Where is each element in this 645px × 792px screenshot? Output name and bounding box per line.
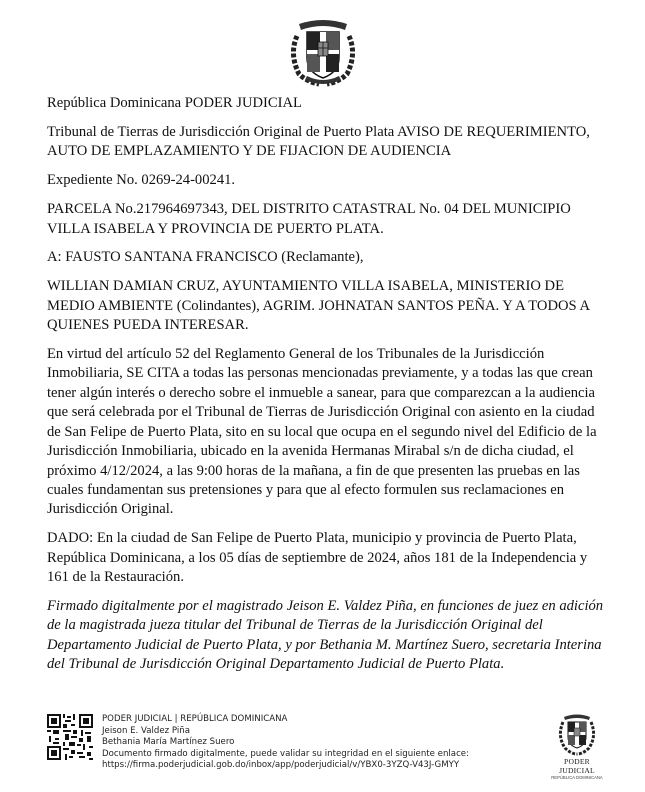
qr-code-icon[interactable] xyxy=(47,714,93,760)
signer-judge: Jeison E. Valdez Piña xyxy=(102,725,190,736)
seal-sublabel: REPÚBLICA DOMINICANA xyxy=(551,775,603,780)
signer-secretary: Bethania María Martínez Suero xyxy=(102,737,235,748)
case-number: Expediente No. 0269-24-00241. xyxy=(47,172,236,189)
document-body xyxy=(47,94,607,684)
notice-title: Tribunal de Tierras de Jurisdicción Original de Puerto Plata AVISO DE REQUERIMIENTO, AUTO DE EMPLAZAMIENTO Y DE FIJACION DE AUDIENCIA xyxy=(47,123,590,160)
validation-link[interactable]: https://firma.poderjudicial.gob.do/inbox/app/poderjudicial/v/YBX0-3YZQ-V43J-GMYY xyxy=(102,760,460,771)
coat-of-arms-small-icon xyxy=(555,712,599,756)
dated-paragraph: DADO: En la ciudad de San Felipe de Puerto Plata, municipio y provincia de Puerto Plata, República Dominicana, a los 05 días de septiembre de 2024, años 181 de la Independencia y 161 de la Restauración. xyxy=(47,530,588,586)
seal-label: PODER JUDICIAL xyxy=(559,757,595,775)
parcel-description: PARCELA No.217964697343, DEL DISTRITO CATASTRAL No. 04 DEL MUNICIPIO VILLA ISABELA Y PROVINCIA DE PUERTO PLATA. xyxy=(47,201,571,237)
validation-note: Documento firmado digitalmente, puede validar su integridad en el siguiente enlace: xyxy=(102,748,469,759)
footer-seal xyxy=(547,712,607,782)
issuer-line: República Dominicana PODER JUDICIAL xyxy=(47,95,302,111)
claimant-line: A: FAUSTO SANTANA FRANCISCO (Reclamante), xyxy=(47,249,364,266)
coat-of-arms-icon xyxy=(283,14,363,88)
citation-paragraph: En virtud del artículo 52 del Reglamento General de los Tribunales de la Jurisdicción Inmobiliaria, SE CITA a todas las personas mencionadas previamente, y a todas las que crean tener algún interés o derecho sobre el inmueble a sanear, para que comparezcan a la audiencia que será celebrada por el Tribunal de Tierras de Jurisdicción Original con asiento en la ciudad de San Felipe de Puerto Plata, sito en su local que ocupa en el segundo nivel del Edificio de la Jurisdicción Inmobiliaria, ubicado en la avenida Hermanas Mirabal s/n de dicha ciudad, el próximo 4/12/2024, a las 9:00 horas de la mañana, a fin de que presenten las pruebas en las cuales fundamentan sus pretensiones y para que al efecto formulen sus reclamaciones en Jurisdicción Original. xyxy=(47,346,597,518)
signature-paragraph: Firmado digitalmente por el magistrado Jeison E. Valdez Piña, en funciones de juez en adición de la magistrada jueza titular del Tribunal de Tierras de la Jurisdicción Original del Departamento Judicial de Puerto Plata, y por Bethania M. Martínez Suero, secretaria Interina del Tribunal de Jurisdicción Original Departamento Judicial de Puerto Plata. xyxy=(47,597,604,673)
signature-details xyxy=(102,714,522,772)
neighbors-line: WILLIAN DAMIAN CRUZ, AYUNTAMIENTO VILLA ISABELA, MINISTERIO DE MEDIO AMBIENTE (Colindantes), AGRIM. JOHNATAN SANTOS PEÑA. Y A TODOS A QUIENES PUEDA INTERESAR. xyxy=(47,278,590,334)
footer xyxy=(47,712,607,782)
issuer-footer: PODER JUDICIAL | REPÚBLICA DOMINICANA xyxy=(102,714,288,724)
